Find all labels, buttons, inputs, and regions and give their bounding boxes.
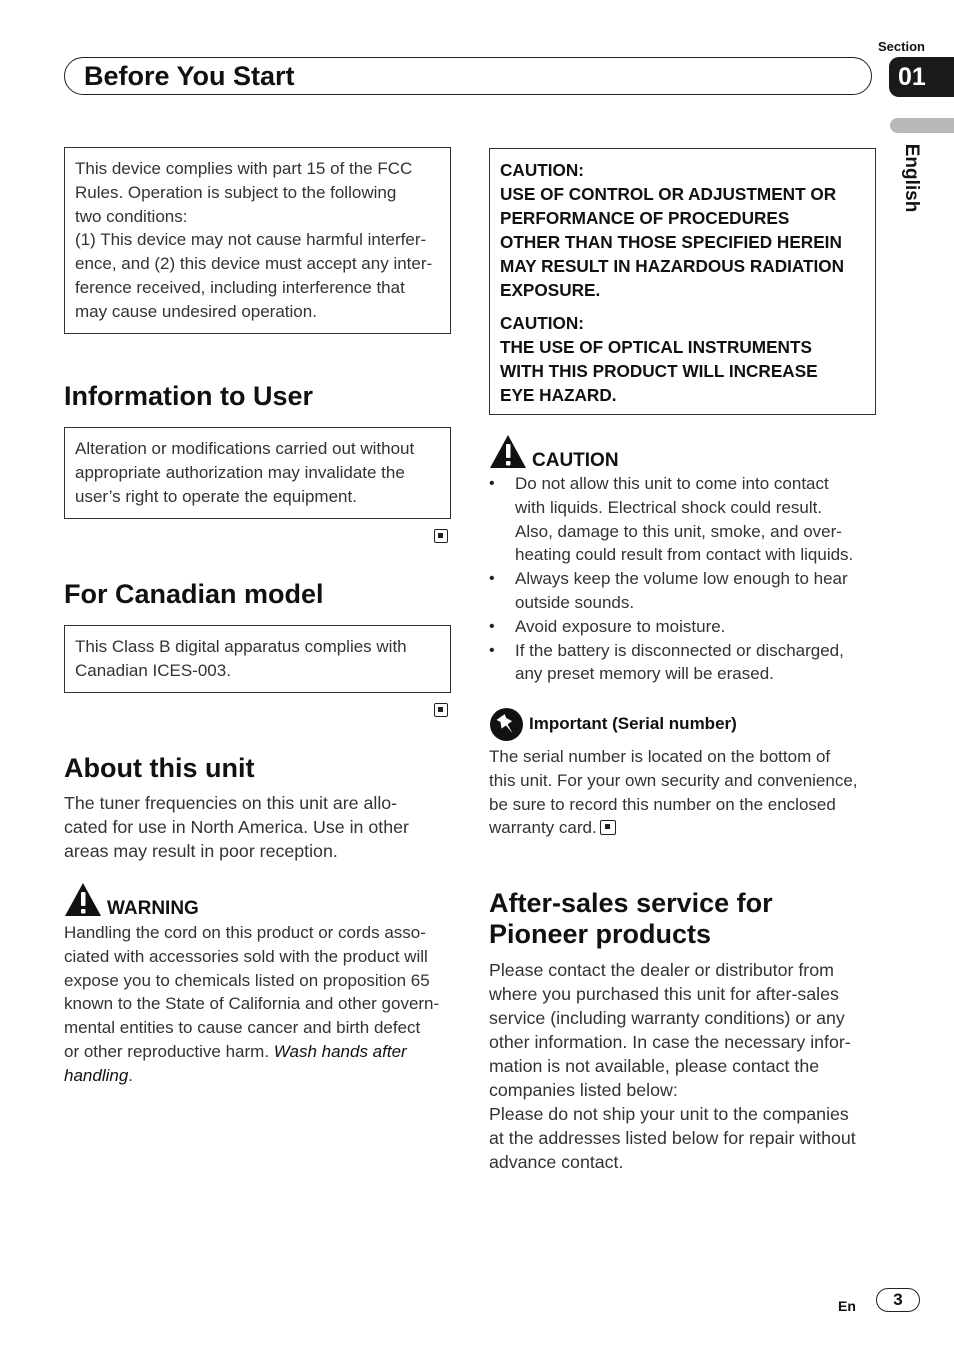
- warning-emphasis: Wash hands after: [273, 1041, 407, 1061]
- caution-item-4-line-2: any preset memory will be erased.: [515, 664, 774, 684]
- serial-line-3: be sure to record this number on the enclosed: [489, 794, 836, 814]
- warning-line-6: [64, 1040, 454, 1064]
- caution-item-3-line-1: • Avoid exposure to moisture.: [515, 616, 726, 636]
- fcc-notice-box: [64, 147, 451, 334]
- about-line-3: areas may result in poor reception.: [64, 841, 338, 861]
- caution-2-line-3: EYE HAZARD.: [500, 385, 617, 405]
- fcc-line-7: may cause undesired operation.: [75, 301, 317, 321]
- about-paragraph: [64, 791, 454, 863]
- caution-item-volume: [489, 567, 881, 615]
- caution-item-moisture: [489, 615, 881, 639]
- caution-1-line-4: MAY RESULT IN HAZARDOUS RADIATION: [500, 256, 845, 276]
- caution-item-battery: [489, 639, 881, 687]
- warning-line-7: [64, 1064, 454, 1088]
- serial-line-1: The serial number is located on the bottom of: [489, 747, 831, 766]
- caution-item-liquids: [489, 472, 881, 567]
- caution-item-2-line-2: outside sounds.: [515, 592, 635, 612]
- warning-triangle-icon: [64, 882, 102, 917]
- caution-item-1-line-1: • Do not allow this unit to come into contact: [515, 474, 829, 493]
- heading-after-sales-line-2: Pioneer products: [489, 919, 712, 949]
- caution-label-2: CAUTION:: [500, 313, 585, 333]
- caution-2-line-1: THE USE OF OPTICAL INSTRUMENTS: [500, 337, 812, 357]
- fcc-line-3: two conditions:: [75, 206, 188, 226]
- warning-paragraph: [64, 921, 454, 1088]
- heading-about-this-unit: About this unit: [64, 753, 255, 783]
- important-pin-icon: [489, 707, 524, 742]
- caution-item-1-line-3: Also, damage to this unit, smoke, and over-: [515, 521, 842, 541]
- fcc-line-6: ference received, including interference that: [75, 277, 405, 297]
- info-line-3: user’s right to operate the equipment.: [75, 486, 357, 506]
- heading-after-sales-line-1: After-sales service for: [489, 888, 773, 918]
- info-line-2: appropriate authorization may invalidate the: [75, 462, 405, 482]
- serial-line-4: [489, 816, 881, 840]
- canadian-line-2: Canadian ICES-003.: [75, 660, 231, 680]
- warning-line-5: mental entities to cause cancer and birth defect: [64, 1018, 421, 1038]
- caution-label-1: CAUTION:: [500, 160, 585, 180]
- after-sales-paragraph: [489, 958, 884, 1174]
- warning-line-2: ciated with accessories sold with the product will: [64, 946, 428, 966]
- caution-item-1-line-2: with liquids. Electrical shock could result.: [515, 497, 823, 517]
- warning-label: WARNING: [107, 898, 199, 919]
- end-mark-icon: [434, 703, 448, 717]
- page-number: 3: [876, 1288, 920, 1312]
- section-label: Section: [878, 39, 925, 54]
- caution-item-1-line-4: heating could result from contact with liquids.: [515, 545, 854, 565]
- after-sales-line-1: Please contact the dealer or distributor from: [489, 960, 834, 980]
- after-sales-line-7: Please do not ship your unit to the companies: [489, 1104, 849, 1124]
- after-sales-line-6: companies listed below:: [489, 1080, 678, 1100]
- end-mark-icon: [434, 529, 448, 543]
- caution-triangle-icon: [489, 434, 527, 469]
- end-mark-icon: [600, 820, 616, 835]
- after-sales-line-3: service (including warranty conditions) or any: [489, 1008, 845, 1028]
- language-code: En: [838, 1298, 856, 1314]
- warning-line-1: Handling the cord on this product or cords asso-: [64, 923, 426, 942]
- fcc-line-4: (1) This device may not cause harmful interfer-: [75, 230, 427, 250]
- important-label: Important (Serial number): [529, 714, 737, 733]
- caution-label: CAUTION: [532, 450, 619, 471]
- fcc-line-5: ence, and (2) this device must accept any inter-: [75, 254, 433, 274]
- after-sales-line-5: mation is not available, please contact the: [489, 1056, 820, 1076]
- about-line-2: cated for use in North America. Use in other: [64, 817, 409, 837]
- information-box: [64, 427, 451, 519]
- after-sales-line-2: where you purchased this unit for after-sales: [489, 984, 839, 1004]
- canadian-line-1: This Class B digital apparatus complies with: [75, 637, 407, 656]
- serial-line-4-text: warranty card.: [489, 818, 597, 838]
- serial-line-2: this unit. For your own security and convenience,: [489, 770, 858, 790]
- canadian-box: [64, 625, 451, 693]
- heading-canadian-model: For Canadian model: [64, 579, 324, 609]
- fcc-line-2: Rules. Operation is subject to the following: [75, 182, 397, 202]
- caution-item-2-line-1: • Always keep the volume low enough to hear: [515, 569, 848, 589]
- warning-line-6-text: or other reproductive harm.: [64, 1041, 274, 1061]
- about-line-1: The tuner frequencies on this unit are allo-: [64, 793, 398, 813]
- after-sales-line-8: at the addresses listed below for repair without: [489, 1128, 856, 1148]
- caution-2-line-2: WITH THIS PRODUCT WILL INCREASE: [500, 361, 818, 381]
- fcc-line-1: This device complies with part 15 of the FCC: [75, 159, 413, 178]
- info-line-1: Alteration or modifications carried out without: [75, 439, 415, 458]
- heading-information-to-user: Information to User: [64, 381, 314, 411]
- caution-list: [489, 472, 881, 686]
- serial-paragraph: [489, 745, 881, 840]
- caution-1-line-5: EXPOSURE.: [500, 280, 601, 300]
- after-sales-line-4: other information. In case the necessary infor-: [489, 1032, 851, 1052]
- caution-item-4-line-1: • If the battery is disconnected or discharged,: [515, 640, 844, 660]
- caution-1-line-3: OTHER THAN THOSE SPECIFIED HEREIN: [500, 232, 842, 252]
- caution-1-line-2: PERFORMANCE OF PROCEDURES: [500, 208, 790, 228]
- caution-1-line-1: USE OF CONTROL OR ADJUSTMENT OR: [500, 184, 837, 204]
- warning-line-4: known to the State of California and other govern-: [64, 994, 440, 1014]
- warning-emphasis-end: handling: [64, 1065, 129, 1085]
- caution-box: [489, 148, 876, 415]
- language-tab: [890, 118, 954, 133]
- after-sales-line-9: advance contact.: [489, 1152, 624, 1172]
- language-label: English: [901, 143, 922, 213]
- heading-after-sales: [489, 888, 773, 950]
- warning-line-3: expose you to chemicals listed on proposition 65: [64, 970, 430, 990]
- warning-end-period: .: [128, 1065, 134, 1085]
- chapter-title: Before You Start: [84, 61, 295, 91]
- section-number-tab: 01: [889, 57, 954, 97]
